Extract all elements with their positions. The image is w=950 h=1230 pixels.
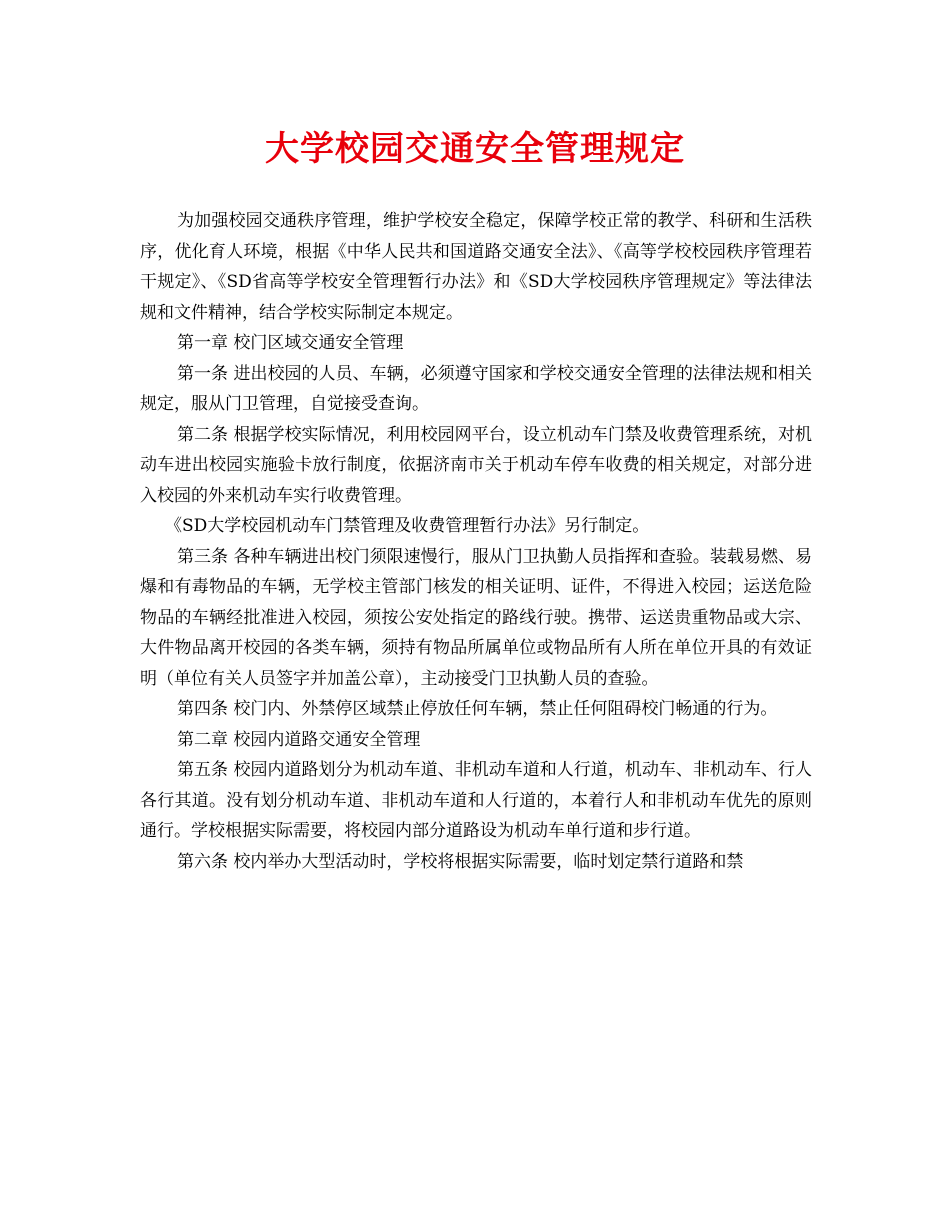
document-body	[140, 206, 812, 877]
article-2: 第二条 根据学校实际情况，利用校园网平台，设立机动车门禁及收费管理系统，对机动车进出校园实施验卡放行制度，依据济南市关于机动车停车收费的相关规定，对部分进入校园的外来机动车实行收费管理。	[140, 424, 812, 506]
document-title: 大学校园交通安全管理规定	[265, 129, 685, 169]
article-3: 第三条 各种车辆进出校门须限速慢行，服从门卫执勤人员指挥和查验。装载易燃、易爆和有毒物品的车辆，无学校主管部门核发的相关证明、证件，不得进入校园；运送危险物品的车辆经批准进入校园，须按公安处指定的路线行驶。携带、运送贵重物品或大宗、大件物品离开校园的各类车辆，须持有物品所属单位或物品所有人所在单位开具的有效证明（单位有关人员签字并加盖公章），主动接受门卫执勤人员的查验。	[140, 546, 812, 689]
article-1: 第一条 进出校园的人员、车辆，必须遵守国家和学校交通安全管理的法律法规和相关规定，服从门卫管理，自觉接受查询。	[140, 363, 812, 414]
article-2-note: 《SD大学校园机动车门禁管理及收费管理暂行办法》另行制定。	[165, 516, 650, 536]
article-6: 第六条 校内举办大型活动时，学校将根据实际需要，临时划定禁行道路和禁	[177, 851, 744, 872]
chapter-2-heading: 第二章 校园内道路交通安全管理	[177, 729, 421, 750]
chapter-1-heading: 第一章 校门区域交通安全管理	[177, 333, 404, 353]
article-4: 第四条 校门内、外禁停区域禁止停放任何车辆，禁止任何阻碍校门畅通的行为。	[177, 699, 778, 719]
article-5: 第五条 校园内道路划分为机动车道、非机动车道和人行道，机动车、非机动车、行人各行其道。没有划分机动车道、非机动车道和人行道的，本着行人和非机动车优先的原则通行。学校根据实际需要，将校园内部分道路设为机动车单行道和步行道。	[140, 760, 812, 841]
intro-paragraph: 为加强校园交通秩序管理，维护学校安全稳定，保障学校正常的教学、科研和生活秩序，优化育人环境，根据《中华人民共和国道路交通安全法》、《高等学校校园秩序管理若干规定》、《SD省高等学校安全管理暂行办法》和《SD大学校园秩序管理规定》等法律法规和文件精神，结合学校实际制定本规定。	[140, 211, 812, 323]
